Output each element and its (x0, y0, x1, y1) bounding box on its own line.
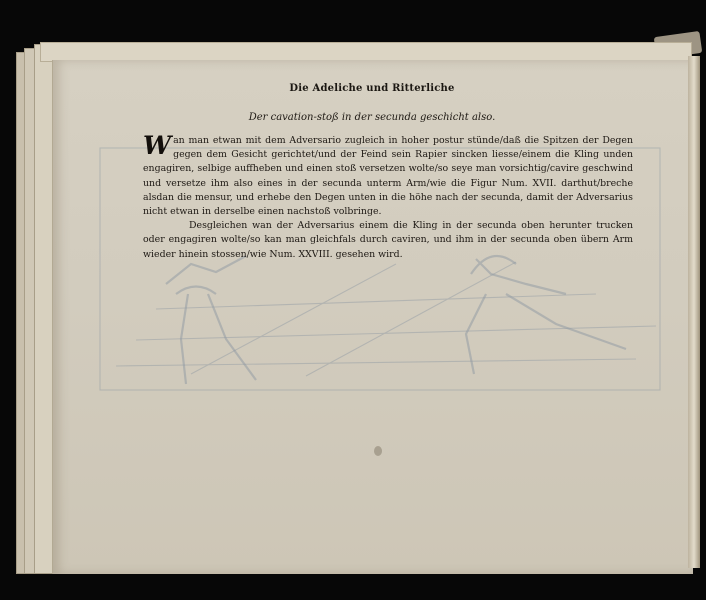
paragraph-1-text: an man etwan mit dem Adversario zugleich in hoher postur stünde/daß die Spitzen der Degen gegen dem Gesicht gerichtet/und der Feind sein Rapier sincken liesse/einem die Kling unden engagiren, selbige auffheben und einen stoß versetzen wolte/so seye man vorsichtig/cavire geschwind und versetze ihm also eines in der secunda unterm Arm/wie die Figur Num. XVII. darthut/breche alsdan die mensur, und erhebe den Degen unten in die höhe nach der secunda, damit der Adversarius nicht etwan in derselbe einen nachstoß volbringe. (143, 135, 633, 218)
top-page-edge (40, 42, 692, 62)
floor-line (116, 359, 636, 366)
floor-line (306, 262, 516, 376)
initial-letter: W (143, 131, 172, 160)
paragraph-2: Desgleichen wan der Adversarius einem die Kling in der secunda oben herunter trucken oder engagiren wolte/so kan man gleichfals durch caviren, und ihm in der secunda oben übern Arm wieder hinein stossen/wie Num. XXVIII. gesehen wird. (143, 220, 633, 260)
right-page-edge (688, 56, 700, 568)
right-fencer-figure (466, 256, 626, 374)
floor-line (156, 294, 596, 309)
paragraph-1 (143, 131, 633, 219)
floor-line (191, 264, 396, 374)
section-title: Der cavation-stoß in der secunda geschicht also. (248, 112, 496, 123)
ink-spot (374, 446, 382, 456)
running-head: Die Adeliche und Ritterliche (289, 83, 455, 94)
body-text (143, 131, 633, 262)
